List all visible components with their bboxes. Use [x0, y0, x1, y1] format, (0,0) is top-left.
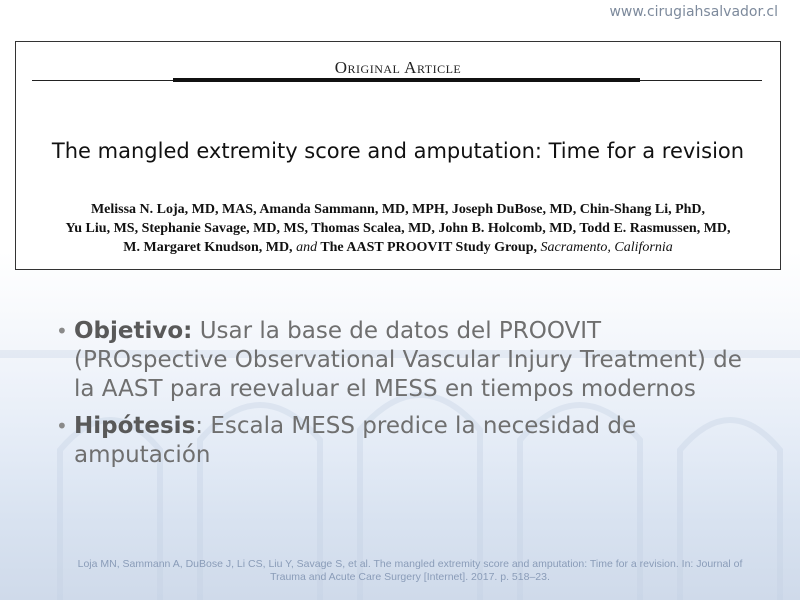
bullet-dot-icon: •	[56, 414, 68, 438]
authors-comma: ,	[533, 240, 537, 255]
bullet-list	[56, 317, 746, 478]
site-url: www.cirugiahsalvador.cl	[609, 4, 778, 20]
bullet-dot-icon: •	[56, 319, 68, 343]
article-type-label: Original Article	[334, 58, 462, 77]
article-authors	[26, 200, 770, 257]
authors-line-2: Yu Liu, MS, Stephanie Savage, MD, MS, Thomas Scalea, MD, John B. Holcomb, MD, Todd E. Rasmussen, MD,	[65, 221, 731, 236]
authors-line-3-and: and	[296, 240, 318, 255]
article-title: The mangled extremity score and amputation: Time for a revision	[51, 139, 745, 163]
authors-line-3-main: M. Margaret Knudson, MD,	[123, 240, 293, 255]
citation	[40, 558, 780, 584]
bullet-objective-text: Usar la base de datos del PROOVIT (PROspective Observational Vascular Injury Treatment) de la AAST para reevaluar el MESS en tiempos modernos	[74, 318, 742, 402]
bullet-hypothesis	[56, 412, 746, 470]
header-rule-thick	[173, 78, 640, 82]
bullet-objective	[56, 317, 746, 404]
bullet-hypothesis-text: : Escala MESS predice la necesidad de amputación	[74, 413, 637, 468]
bullet-hypothesis-term: Hipótesis	[74, 413, 196, 439]
bullet-objective-term: Objetivo:	[74, 318, 193, 344]
authors-line-1: Melissa N. Loja, MD, MAS, Amanda Sammann, MD, MPH, Joseph DuBose, MD, Chin-Shang Li, PhD,	[90, 202, 706, 217]
authors-study-group: The AAST PROOVIT Study Group	[320, 240, 534, 255]
article-header-box	[15, 41, 781, 270]
authors-line-3	[26, 238, 770, 257]
citation-line-2: Trauma and Acute Care Surgery [Internet]. 2017. p. 518–23.	[270, 571, 550, 583]
citation-line-1: Loja MN, Sammann A, DuBose J, Li CS, Liu Y, Savage S, et al. The mangled extremity score and amputation: Time for a revision. In: Journal of	[77, 558, 743, 570]
authors-location: Sacramento, California	[540, 240, 673, 255]
